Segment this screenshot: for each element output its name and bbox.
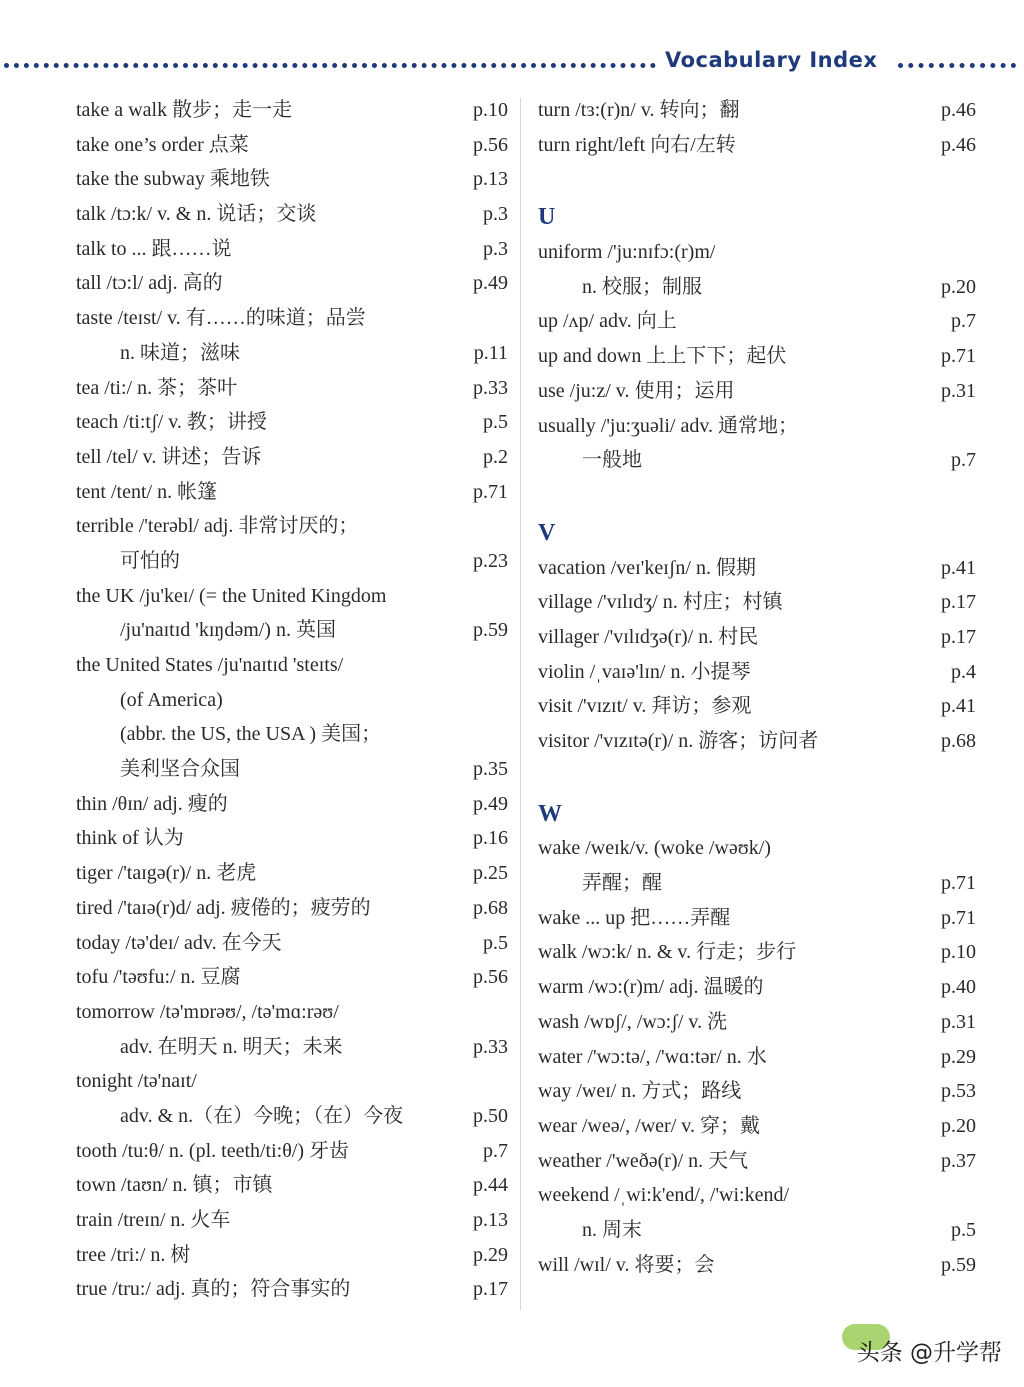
index-entry [76, 544, 508, 579]
entry-page: p.68 [941, 730, 976, 752]
index-entry [538, 724, 976, 759]
entry-text: use /ju:z/ v. 使用；运用 [538, 379, 735, 402]
entry-text: turn /tɜ:(r)n/ v. 转向；翻 [538, 99, 740, 121]
entry-text: vacation /veɪ'keɪʃn/ n. 假期 [538, 556, 756, 579]
index-entry [538, 128, 976, 163]
entry-text: take the subway 乘地铁 [76, 168, 270, 191]
entry-page: p.23 [473, 549, 508, 572]
entry-text: the UK /ju'keɪ/ (= the United Kingdom [76, 584, 387, 607]
entry-text: n. 味道；滋味 [120, 341, 240, 364]
entry-text: visit /'vɪzɪt/ v. 拜访；参观 [538, 695, 752, 718]
entry-page: p.17 [941, 625, 976, 648]
entry-page: p.53 [941, 1080, 976, 1103]
section-gap [538, 759, 976, 797]
index-entry [538, 1074, 976, 1109]
entry-text: wash /wɒʃ/, /wɔ:ʃ/ v. 洗 [538, 1010, 728, 1033]
entry-page: p.25 [473, 862, 508, 885]
index-entry [538, 1178, 976, 1213]
entry-text: uniform /'ju:nɪfɔ:(r)m/ [538, 241, 716, 264]
entry-text: thin /θɪn/ adj. 瘦的 [76, 792, 228, 815]
index-entry [76, 1030, 508, 1065]
index-entry [76, 683, 508, 718]
index-entry [76, 1099, 508, 1134]
entry-page: p.5 [483, 931, 508, 954]
index-entry [76, 787, 508, 822]
entry-page: p.71 [473, 480, 508, 503]
index-entry [76, 995, 508, 1030]
entry-page: p.46 [941, 133, 976, 156]
entry-text: tomorrow /tə'mɒrəʊ/, /tə'mɑ:rəʊ/ [76, 1000, 339, 1023]
index-entry [76, 1064, 508, 1099]
entry-page: p.44 [473, 1174, 508, 1197]
entry-page: p.59 [473, 619, 508, 642]
index-entry [538, 1109, 976, 1144]
entry-text: will /wɪl/ v. 将要；会 [538, 1253, 715, 1276]
entry-page: p.49 [473, 792, 508, 815]
entry-page: p.4 [951, 660, 976, 683]
entry-text: tall /tɔ:l/ adj. 高的 [76, 272, 223, 295]
index-entry [76, 440, 508, 475]
entry-text: think of 认为 [76, 827, 184, 850]
entry-text: adv. & n.（在）今晚；（在）今夜 [120, 1104, 404, 1127]
index-entry [538, 1248, 976, 1283]
entry-page: p.7 [951, 449, 976, 472]
entry-page: p.2 [483, 445, 508, 468]
index-entry [538, 374, 976, 409]
entry-text: true /tru:/ adj. 真的；符合事实的 [76, 1278, 351, 1301]
entry-page: p.7 [483, 1139, 508, 1162]
entry-text: tea /ti:/ n. 茶；茶叶 [76, 376, 238, 399]
entry-text: n. 校服；制服 [582, 275, 702, 298]
entry-text: wake ... up 把……弄醒 [538, 906, 731, 929]
entry-page: p.3 [483, 237, 508, 260]
entry-text: adv. 在明天 n. 明天；未来 [120, 1035, 343, 1058]
entry-page: p.56 [473, 133, 508, 156]
left-column [76, 93, 508, 1307]
index-entry [76, 579, 508, 614]
entry-text: up and down 上上下下；起伏 [538, 345, 787, 368]
index-entry [76, 821, 508, 856]
index-entry [538, 1040, 976, 1075]
right-column [538, 93, 976, 1282]
section-letter: V [538, 519, 556, 546]
page-header [0, 48, 1024, 84]
entry-page: p.71 [941, 872, 976, 895]
watermark: 头条 @升学帮 [856, 1340, 1002, 1366]
index-entry [538, 585, 976, 620]
entry-text: visitor /'vɪzɪtə(r)/ n. 游客；访问者 [538, 730, 819, 752]
entry-page: p.3 [483, 203, 508, 226]
entry-page: p.29 [473, 1243, 508, 1266]
entry-page: p.20 [941, 275, 976, 298]
entry-page: p.33 [473, 1035, 508, 1058]
entry-text: n. 周末 [582, 1218, 642, 1241]
entry-text: take a walk 散步；走一走 [76, 99, 293, 121]
index-entry [76, 93, 508, 128]
index-entry [538, 1213, 976, 1248]
index-entry [76, 162, 508, 197]
entry-text: 一般地 [582, 449, 642, 472]
entry-page: p.20 [941, 1114, 976, 1137]
entry-text: wear /weə/, /wer/ v. 穿；戴 [538, 1114, 760, 1137]
entry-page: p.37 [941, 1149, 976, 1172]
entry-page: p.50 [473, 1104, 508, 1127]
entry-text: 美利坚合众国 [120, 758, 240, 781]
entry-page: p.56 [473, 966, 508, 989]
section-gap [538, 162, 976, 200]
entry-text: tired /'taɪə(r)d/ adj. 疲倦的；疲劳的 [76, 896, 371, 919]
entry-page: p.33 [473, 376, 508, 399]
header-dots-right [898, 63, 1016, 68]
index-entry [538, 339, 976, 374]
index-entry [538, 551, 976, 586]
entry-text: way /weɪ/ n. 方式；路线 [538, 1080, 742, 1103]
entry-text: (of America) [120, 688, 223, 711]
entry-text: villager /'vɪlɪdʒə(r)/ n. 村民 [538, 625, 759, 648]
index-entry [538, 1144, 976, 1179]
index-entry [76, 1238, 508, 1273]
entry-text: teach /ti:tʃ/ v. 教；讲授 [76, 411, 267, 434]
index-entry [76, 717, 508, 752]
entry-page: p.49 [473, 272, 508, 295]
entry-text: weekend /ˌwi:k'end/, /'wi:kend/ [538, 1184, 790, 1207]
entry-text: tooth /tu:θ/ n. (pl. teeth/ti:θ/) 牙齿 [76, 1139, 350, 1162]
entry-page: p.71 [941, 345, 976, 368]
entry-page: p.17 [941, 591, 976, 614]
entry-page: p.31 [941, 1010, 976, 1033]
column-divider [520, 98, 521, 1310]
entry-page: p.71 [941, 906, 976, 929]
index-entry [76, 648, 508, 683]
entry-text: tofu /'təʊfu:/ n. 豆腐 [76, 966, 241, 989]
entry-text: tent /tent/ n. 帐篷 [76, 480, 218, 503]
entry-text: walk /wɔ:k/ n. & v. 行走；步行 [538, 941, 797, 964]
entry-text: /ju'naɪtɪd 'kɪŋdəm/) n. 英国 [120, 619, 336, 642]
entry-text: up /ʌp/ adv. 向上 [538, 310, 677, 333]
index-entry [538, 409, 976, 444]
index-entry [76, 266, 508, 301]
index-entry [538, 689, 976, 724]
section-letter: U [538, 204, 556, 231]
entry-text: talk /tɔ:k/ v. & n. 说话；交谈 [76, 203, 317, 226]
index-entry [538, 901, 976, 936]
index-entry [76, 1168, 508, 1203]
index-entry [76, 752, 508, 787]
entry-page: p.29 [941, 1045, 976, 1068]
index-entry [76, 891, 508, 926]
entry-page: p.5 [483, 411, 508, 434]
entry-page: p.13 [473, 1209, 508, 1231]
entry-page: p.11 [473, 341, 508, 364]
index-entry [76, 613, 508, 648]
index-entry [76, 1272, 508, 1307]
index-entry [76, 371, 508, 406]
entry-text: wake /weɪk/v. (woke /wəʊk/) [538, 837, 771, 860]
entry-text: tiger /'taɪgə(r)/ n. 老虎 [76, 862, 257, 885]
entry-text: violin /ˌvaɪə'lɪn/ n. 小提琴 [538, 660, 751, 683]
index-entry [76, 1134, 508, 1169]
index-entry [76, 509, 508, 544]
entry-text: tell /tel/ v. 讲述；告诉 [76, 445, 262, 468]
index-entry [76, 336, 508, 371]
index-entry [76, 1203, 508, 1238]
entry-page: p.10 [473, 99, 508, 121]
header-dots-left [4, 63, 656, 68]
entry-text: water /'wɔ:tə/, /'wɑ:tər/ n. 水 [538, 1045, 767, 1068]
entry-text: take one’s order 点菜 [76, 133, 249, 156]
index-entry [76, 960, 508, 995]
entry-text: today /tə'deɪ/ adv. 在今天 [76, 931, 282, 954]
index-entry [538, 831, 976, 866]
index-entry [538, 866, 976, 901]
entry-text: talk to ... 跟……说 [76, 237, 232, 260]
index-entry [538, 970, 976, 1005]
entry-text: train /treɪn/ n. 火车 [76, 1209, 231, 1231]
entry-text: weather /'weðə(r)/ n. 天气 [538, 1149, 749, 1172]
entry-page: p.40 [941, 976, 976, 999]
entry-text: town /taʊn/ n. 镇；市镇 [76, 1174, 273, 1197]
index-entry [538, 93, 976, 128]
entry-page: p.31 [941, 379, 976, 402]
entry-page: p.10 [941, 941, 976, 964]
index-entry [76, 475, 508, 510]
index-entry [76, 232, 508, 267]
section-gap [538, 478, 976, 516]
section-letter: W [538, 800, 562, 827]
entry-text: 弄醒；醒 [582, 872, 662, 895]
entry-page: p.35 [473, 758, 508, 781]
index-entry [538, 620, 976, 655]
entry-text: tonight /tə'naɪt/ [76, 1070, 197, 1093]
entry-text: village /'vɪlɪdʒ/ n. 村庄；村镇 [538, 591, 783, 614]
index-entry [76, 301, 508, 336]
index-entry [538, 655, 976, 690]
entry-page: p.41 [941, 556, 976, 579]
entry-page: p.17 [473, 1278, 508, 1301]
entry-page: p.59 [941, 1253, 976, 1276]
entry-page: p.68 [473, 896, 508, 919]
index-entry [538, 443, 976, 478]
entry-page: p.13 [473, 168, 508, 191]
entry-text: tree /tri:/ n. 树 [76, 1243, 191, 1266]
entry-page: p.16 [473, 827, 508, 850]
entry-page: p.7 [951, 310, 976, 333]
entry-text: usually /'ju:ʒuəli/ adv. 通常地； [538, 414, 799, 437]
page-title: Vocabulary Index [665, 48, 878, 72]
index-entry [538, 1005, 976, 1040]
entry-page: p.5 [951, 1218, 976, 1241]
entry-page: p.41 [941, 695, 976, 718]
entry-text: 可怕的 [120, 549, 180, 572]
index-entry [76, 197, 508, 232]
entry-text: the United States /ju'naɪtɪd 'steɪts/ [76, 654, 344, 676]
entry-text: (abbr. the US, the USA ) 美国； [120, 723, 382, 746]
index-entry [538, 270, 976, 305]
index-entry [538, 304, 976, 339]
index-entry [76, 405, 508, 440]
entry-text: turn right/left 向右/左转 [538, 133, 736, 156]
entry-text: warm /wɔ:(r)m/ adj. 温暖的 [538, 976, 764, 999]
entry-text: terrible /'terəbl/ adj. 非常讨厌的； [76, 515, 359, 538]
index-entry [76, 128, 508, 163]
entry-text: taste /teɪst/ v. 有……的味道；品尝 [76, 307, 366, 330]
index-entry [538, 235, 976, 270]
index-entry [76, 926, 508, 961]
index-entry [76, 856, 508, 891]
entry-page: p.46 [941, 99, 976, 121]
index-entry [538, 935, 976, 970]
